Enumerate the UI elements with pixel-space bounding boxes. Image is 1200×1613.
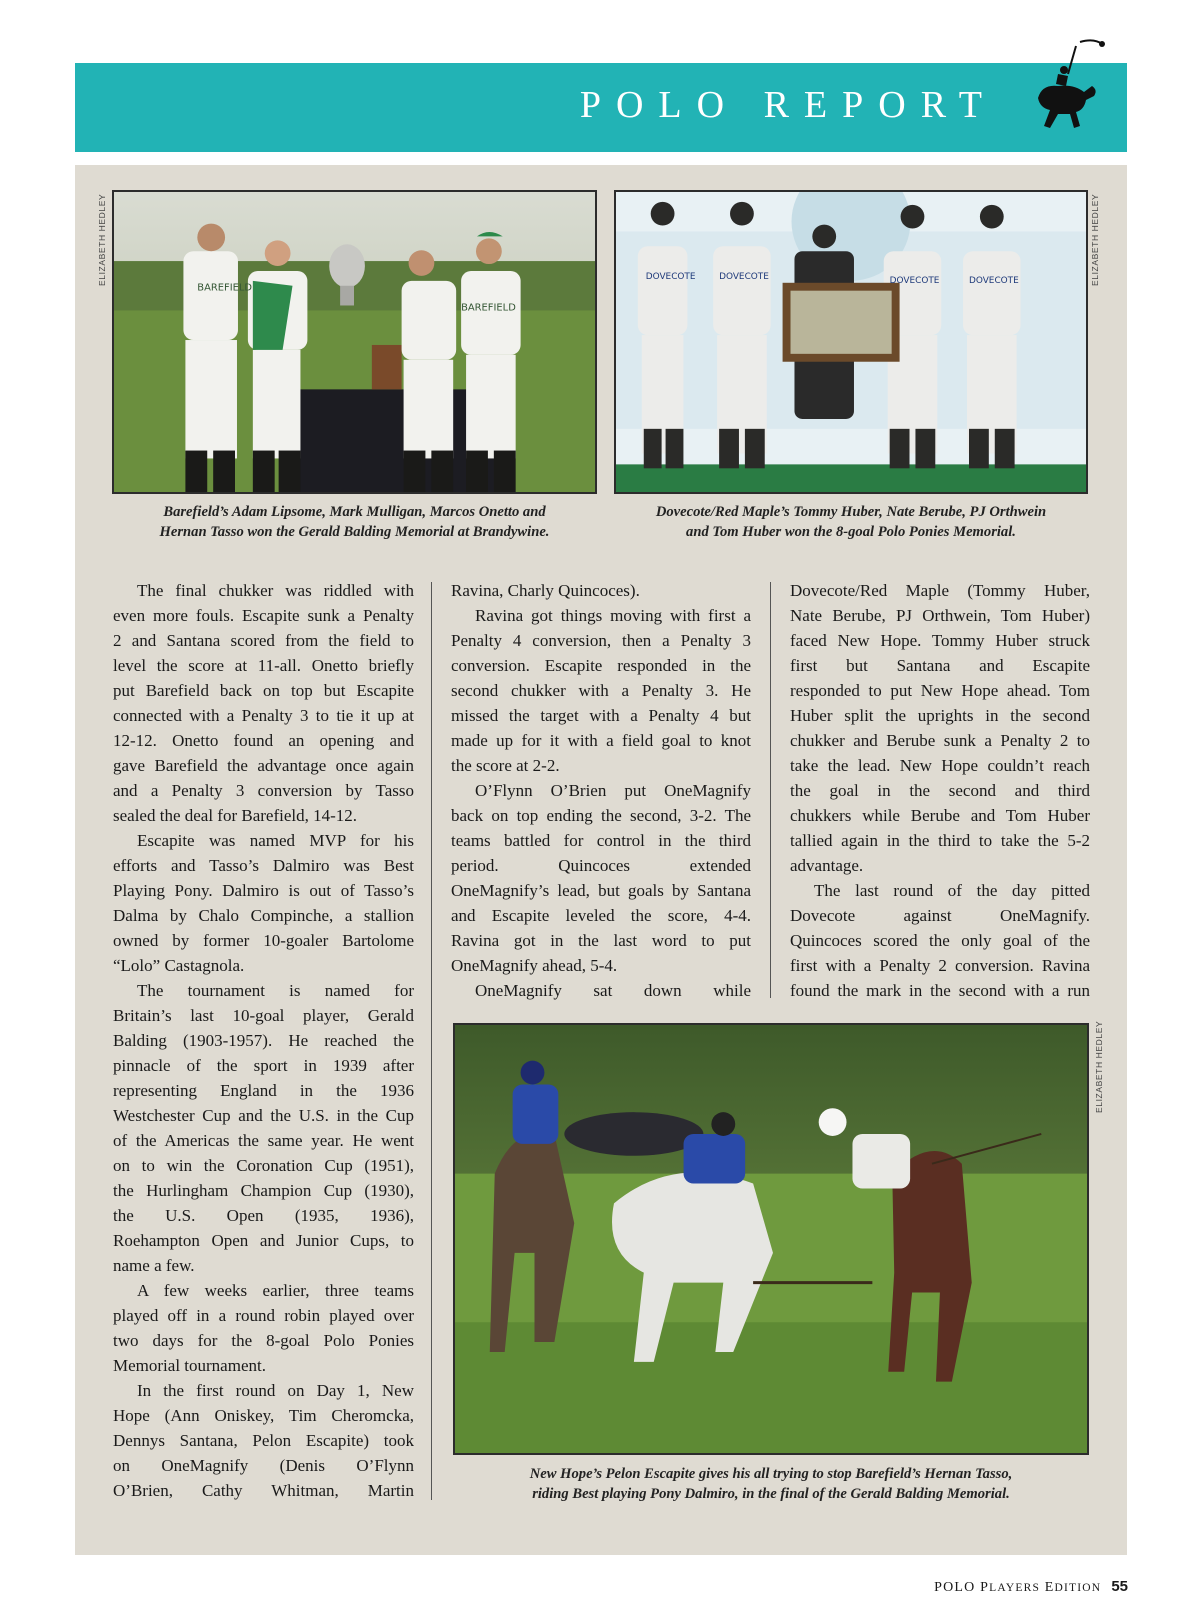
article-line: sealed the deal for Barefield, 14-12. (113, 806, 358, 825)
article-line: Playing Pony. Dalmiro is out of Tasso’s (113, 881, 414, 900)
article-line: 2 and Santana scored from the field to (113, 631, 414, 650)
header-band (75, 63, 1127, 152)
article-line: The last round of the day pitted (814, 881, 1090, 900)
article-column-3 (790, 578, 1090, 1003)
article-line: Penalty 4 conversion, then a Penalty 3 (451, 631, 751, 650)
publication-name-part: DITION (1054, 1582, 1102, 1594)
article-line: name a few. (113, 1256, 195, 1275)
article-line: 12-12. Onetto found an opening and (113, 731, 414, 750)
article-line: advantage. (790, 856, 864, 875)
article-line: efforts and Tasso’s Dalmiro was Best (113, 856, 414, 875)
dovecote-jersey-label-2: DOVECOTE (719, 271, 769, 282)
article-line: put Barefield back on top but Escapite (113, 681, 414, 700)
article-line: second chukker with a Penalty 3. He (451, 681, 751, 700)
publication-name-part: E (1040, 1580, 1055, 1595)
article-line: Dennys Santana, Pelon Escapite) took (113, 1431, 414, 1450)
photo-credit-1: ELIZABETH HEDLEY (97, 193, 107, 286)
article-line: OneMagnify sat down while (475, 981, 751, 1000)
column-divider (770, 582, 771, 998)
caption-line: Dovecote/Red Maple’s Tommy Huber, Nate Berube, PJ Orthwein (655, 504, 1047, 520)
article-line: Roehampton Open and Junior Cups, to (113, 1231, 414, 1250)
article-line: missed the target with a Penalty 4 but (451, 706, 751, 725)
dovecote-jersey-label: DOVECOTE (645, 271, 696, 282)
article-line: back on top ending the second, 3-2. The (451, 806, 751, 825)
caption-line: Hernan Tasso won the Gerald Balding Memorial at Brandywine. (159, 524, 550, 540)
article-line: A few weeks earlier, three teams (137, 1281, 414, 1300)
dovecote-team-photo (614, 190, 1088, 494)
article-line: first but Santana and Escapite (790, 656, 1090, 675)
polo-player-logo-icon (1028, 36, 1108, 136)
article-line: the Hurlingham Champion Cup (1930), (113, 1181, 414, 1200)
caption-line: New Hope’s Pelon Escapite gives his all trying to stop Barefield’s Hernan Tasso, (529, 1466, 1013, 1482)
article-line: faced New Hope. Tommy Huber struck (790, 631, 1090, 650)
article-line: the score at 2-2. (451, 756, 560, 775)
column-divider (431, 582, 432, 1500)
dovecote-jersey-label-4: DOVECOTE (968, 275, 1019, 286)
article-line: representing England in the 1936 (113, 1081, 414, 1100)
caption-line: riding Best playing Pony Dalmiro, in the final of the Gerald Balding Memorial. (532, 1486, 1010, 1502)
article-line: Dovecote/Red Maple (Tommy Huber, (790, 581, 1090, 600)
barefield-team-photo (112, 190, 597, 494)
photo-credit-3: ELIZABETH HEDLEY (1094, 1020, 1104, 1113)
article-line: Quincoces scored the only goal of the (790, 931, 1090, 950)
article-line: the U.S. Open (1935, 1936), (113, 1206, 414, 1225)
photo-credit-2: ELIZABETH HEDLEY (1090, 193, 1100, 286)
article-line: pinnacle of the sport in 1939 after (113, 1056, 414, 1075)
article-line: level the score at 11-all. Onetto briefly (113, 656, 414, 675)
article-line: Ravina got in the last word to put (451, 931, 751, 950)
article-line: Balding (1903-1957). He reached the (113, 1031, 414, 1050)
article-line: two days for the 8-goal Polo Ponies (113, 1331, 414, 1350)
article-line: Dovecote against OneMagnify. (790, 906, 1090, 925)
article-line: teams battled for control in the third (451, 831, 751, 850)
article-column-2 (451, 578, 751, 1003)
article-line: take the lead. New Hope couldn’t reach (790, 756, 1090, 775)
article-line: tallied again in the third to take the 5-2 (790, 831, 1090, 850)
article-line: Huber split the uprights in the second (790, 706, 1090, 725)
article-line: even more fouls. Escapite sunk a Penalty (113, 606, 414, 625)
dovecote-caption (614, 502, 1088, 542)
caption-line: Barefield’s Adam Lipsome, Mark Mulligan, Marcos Onetto and (163, 504, 546, 520)
article-line: owned by former 10-goaler Bartolome (113, 931, 414, 950)
publication-name-part: POLO P (934, 1580, 990, 1595)
article-line: Memorial tournament. (113, 1356, 266, 1375)
article-line: Britain’s last 10-goal player, Gerald (113, 1006, 414, 1025)
article-line: O’Brien, Cathy Whitman, Martin (113, 1481, 414, 1500)
article-line: chukker and Berube sunk a Penalty 2 to (790, 731, 1090, 750)
article-line: “Lolo” Castagnola. (113, 956, 245, 975)
article-line: responded to put New Hope ahead. Tom (790, 681, 1090, 700)
article-line: period. Quincoces extended (451, 856, 751, 875)
article-line: made up for it with a field goal to knot (451, 731, 751, 750)
article-line: and a Penalty 3 conversion by Tasso (113, 781, 414, 800)
article-line: Escapite was named MVP for his (137, 831, 414, 850)
article-line: Ravina, Charly Quincoces). (451, 581, 640, 600)
article-line: In the first round on Day 1, New (137, 1381, 414, 1400)
article-line: conversion. Escapite responded in the (451, 656, 751, 675)
article-line: Ravina got things moving with first a (475, 606, 751, 625)
article-line: Westchester Cup and the U.S. in the Cup (113, 1106, 414, 1125)
barefield-jersey-label-2: BAREFIELD (461, 302, 516, 314)
barefield-jersey-label: BAREFIELD (197, 282, 253, 294)
page-number: 55 (1111, 1578, 1128, 1595)
action-caption (453, 1464, 1089, 1504)
publication-name-part: LAYERS (989, 1582, 1041, 1594)
article-line: O’Flynn O’Brien put OneMagnify (475, 781, 751, 800)
article-line: found the mark in the second with a run (790, 981, 1090, 1000)
article-line: Dalma by Chalo Compinche, a stallion (113, 906, 414, 925)
article-line: gave Barefield the advantage once again (113, 756, 414, 775)
article-line: The final chukker was riddled with (137, 581, 414, 600)
polo-action-photo (453, 1023, 1089, 1455)
article-line: OneMagnify ahead, 5-4. (451, 956, 618, 975)
article-line: of the Americas the same year. He went (113, 1131, 414, 1150)
article-line: on OneMagnify (Denis O’Flynn (113, 1456, 414, 1475)
section-title: POLO REPORT (579, 84, 997, 126)
caption-line: and Tom Huber won the 8-goal Polo Ponies Memorial. (686, 524, 1016, 540)
article-line: chukkers while Berube and Tom Huber (790, 806, 1090, 825)
article-column-1 (113, 578, 414, 1503)
article-line: connected with a Penalty 3 to tie it up at (113, 706, 414, 725)
article-line: The tournament is named for (137, 981, 414, 1000)
article-line: Hope (Ann Oniskey, Tim Cheromcka, (113, 1406, 414, 1425)
page-footer (934, 1578, 1128, 1596)
barefield-caption (112, 502, 597, 542)
article-line: OneMagnify’s lead, but goals by Santana (451, 881, 751, 900)
article-line: Nate Berube, PJ Orthwein, Tom Huber) (790, 606, 1090, 625)
article-line: played off in a round robin played over (113, 1306, 414, 1325)
article-line: on to win the Coronation Cup (1951), (113, 1156, 414, 1175)
article-line: first with a Penalty 2 conversion. Ravina (790, 956, 1090, 975)
article-line: the goal in the second and third (790, 781, 1090, 800)
article-line: and Escapite leveled the score, 4-4. (451, 906, 751, 925)
dovecote-jersey-label-3: DOVECOTE (889, 275, 940, 286)
